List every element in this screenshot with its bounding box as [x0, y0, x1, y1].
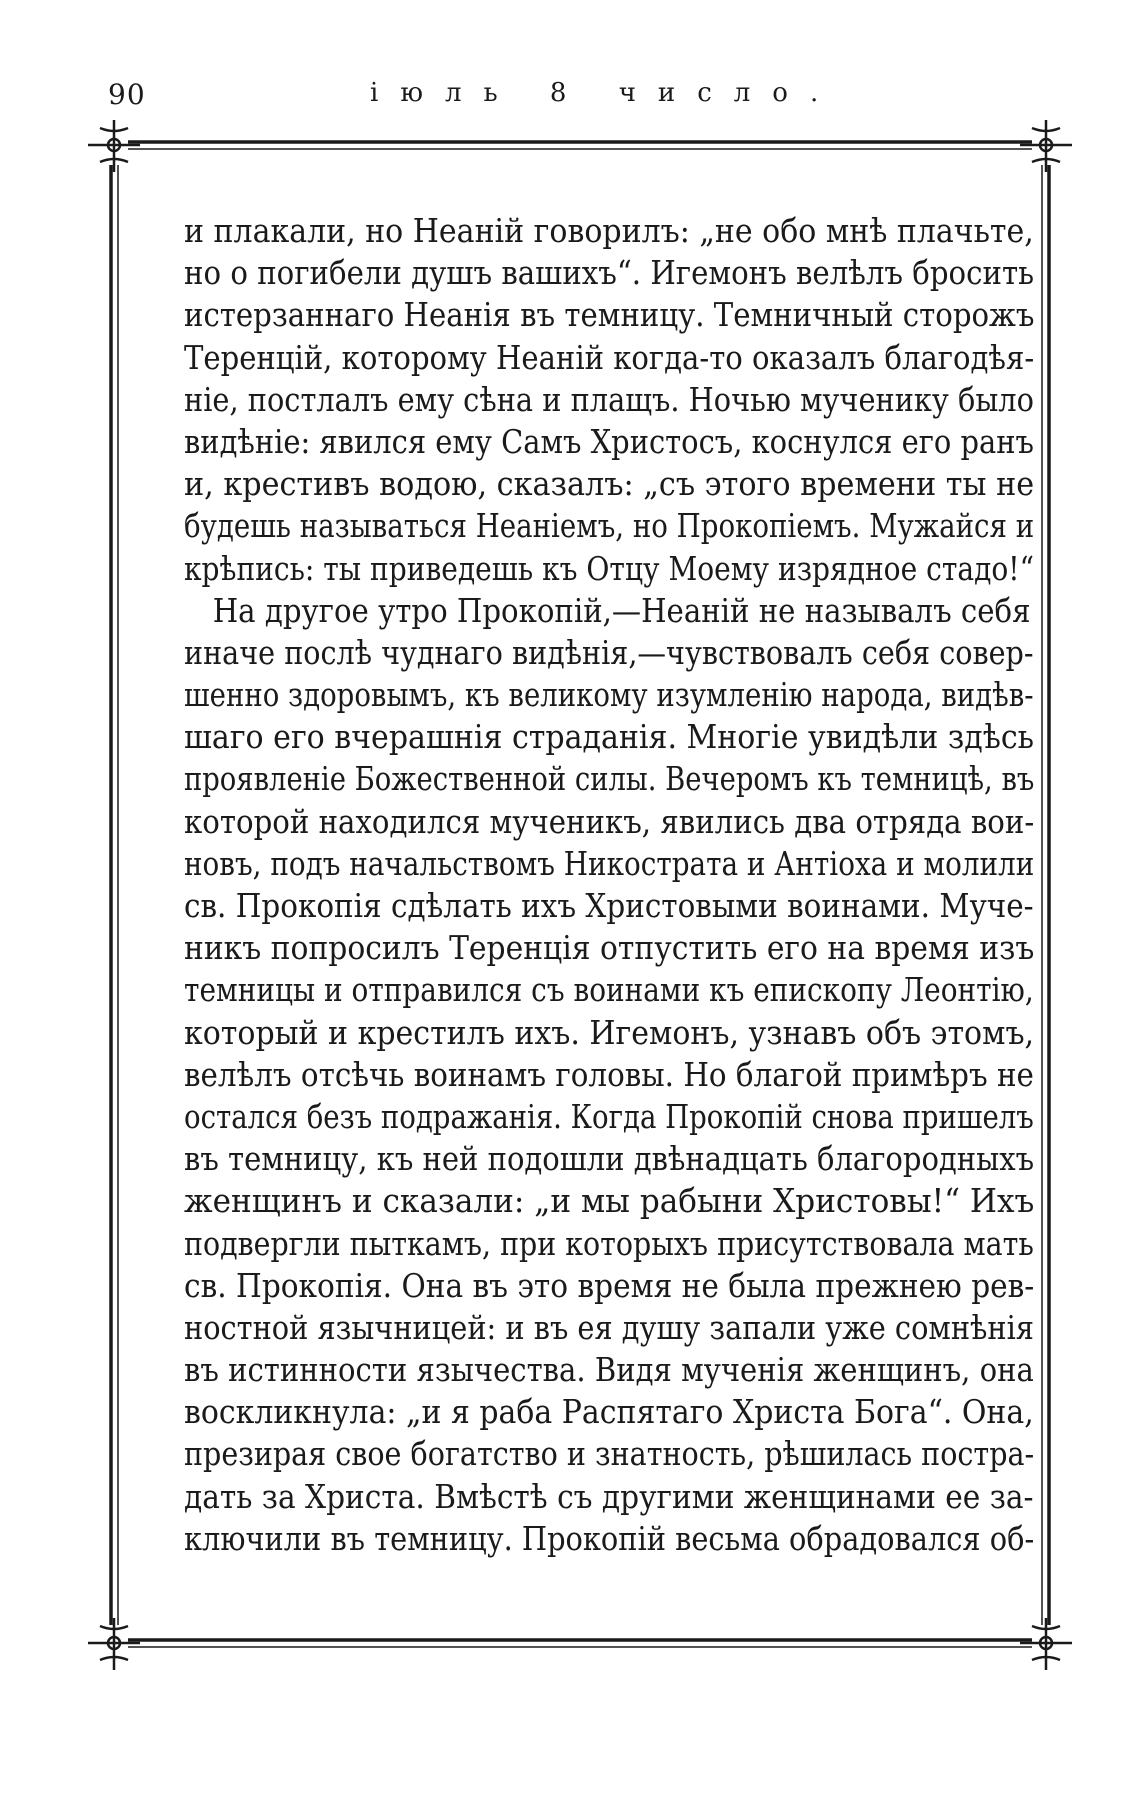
text-line: женщинъ и сказали: „и мы рабыни Христовы!“ Ихъ [184, 1182, 1035, 1221]
text-line: иначе послѣ чуднаго видѣнія,—чувствовалъ себя совер- [184, 633, 1034, 672]
text-line: ностной язычницей: и въ ея душу запали уже сомнѣнія [184, 1308, 1034, 1347]
text-line: презирая свое богатство и знатность, рѣшилась постра- [184, 1435, 1035, 1474]
text-line: крѣпись: ты приведешь къ Отцу Моему изрядное стадо!“ [184, 549, 1034, 588]
text-line: шенно здоровымъ, къ великому изумленію народа, видѣв- [184, 676, 1034, 715]
text-line: подвергли пыткамъ, при которыхъ присутствовала мать [184, 1224, 1034, 1263]
text-line: св. Прокопія сдѣлать ихъ Христовыми воинами. Муче- [184, 887, 1034, 925]
body-text [184, 210, 1034, 1560]
text-line: ніе, постлалъ ему сѣна и плащъ. Ночью мученику было [184, 380, 1034, 419]
text-line: остался безъ подражанія. Когда Прокопій снова пришелъ [184, 1097, 1034, 1136]
corner-ornament-bottom-right [1020, 1618, 1072, 1670]
text-line: будешь называться Неаніемъ, но Прокопіемъ. Мужайся и [184, 507, 1035, 546]
text-line: дать за Христа. Вмѣстѣ съ другими женщинами ее за- [184, 1477, 1034, 1516]
text-line: но о погибели душъ вашихъ“. Игемонъ велѣлъ бросить [184, 254, 1035, 293]
text-line: велѣлъ отсѣчь воинамъ головы. Но благой примѣръ не [184, 1055, 1034, 1094]
paragraph-start-line: На другое утро Прокопій,—Неаній не называлъ себя [212, 591, 1031, 630]
corner-ornament-bottom-left [88, 1618, 140, 1670]
running-title: іюль 8 число. [370, 78, 841, 108]
text-line: и, крестивъ водою, сказалъ: „съ этого времени ты не [184, 465, 1035, 504]
text-line: шаго его вчерашнія страданія. Многіе увидѣли здѣсь [184, 718, 1034, 757]
text-line: проявленіе Божественной силы. Вечеромъ къ темницѣ, въ [184, 760, 1035, 799]
corner-ornament-top-right [1020, 120, 1072, 172]
text-line: новъ, подъ начальствомъ Никострата и Антіоха и молили [184, 844, 1035, 883]
text-line: Теренцій, которому Неаній когда-то оказалъ благодѣя- [184, 338, 1035, 377]
text-line: которой находился мученикъ, явились два отряда вои- [184, 802, 1035, 841]
text-line: и плакали, но Неаній говорилъ: „не обо мнѣ плачьте, [184, 212, 1034, 250]
text-line: воскликнула: „и я раба Распятаго Христа Бога“. Она, [184, 1393, 1034, 1432]
text-line: въ истинности язычества. Видя мученія женщинъ, она [184, 1351, 1034, 1390]
text-line: никъ попросилъ Теренція отпустить его на время изъ [184, 929, 1035, 968]
text-line: истерзаннаго Неанія въ темницу. Темничный сторожъ [184, 296, 1035, 335]
corner-ornament-top-left [88, 120, 140, 172]
text-line: ключили въ темницу. Прокопій весьма обрадовался об- [184, 1519, 1035, 1558]
text-line: который и крестилъ ихъ. Игемонъ, узнавъ объ этомъ, [184, 1013, 1035, 1052]
text-line: темницы и отправился съ воинами къ епископу Леонтію, [184, 971, 1034, 1010]
text-line: въ темницу, къ ней подошли двѣнадцать благородныхъ [184, 1140, 1035, 1179]
text-line: св. Прокопія. Она въ это время не была прежнею рев- [184, 1266, 1035, 1305]
text-line: видѣніе: явился ему Самъ Христосъ, коснулся его ранъ [184, 422, 1034, 461]
page-number: 90 [108, 78, 146, 111]
